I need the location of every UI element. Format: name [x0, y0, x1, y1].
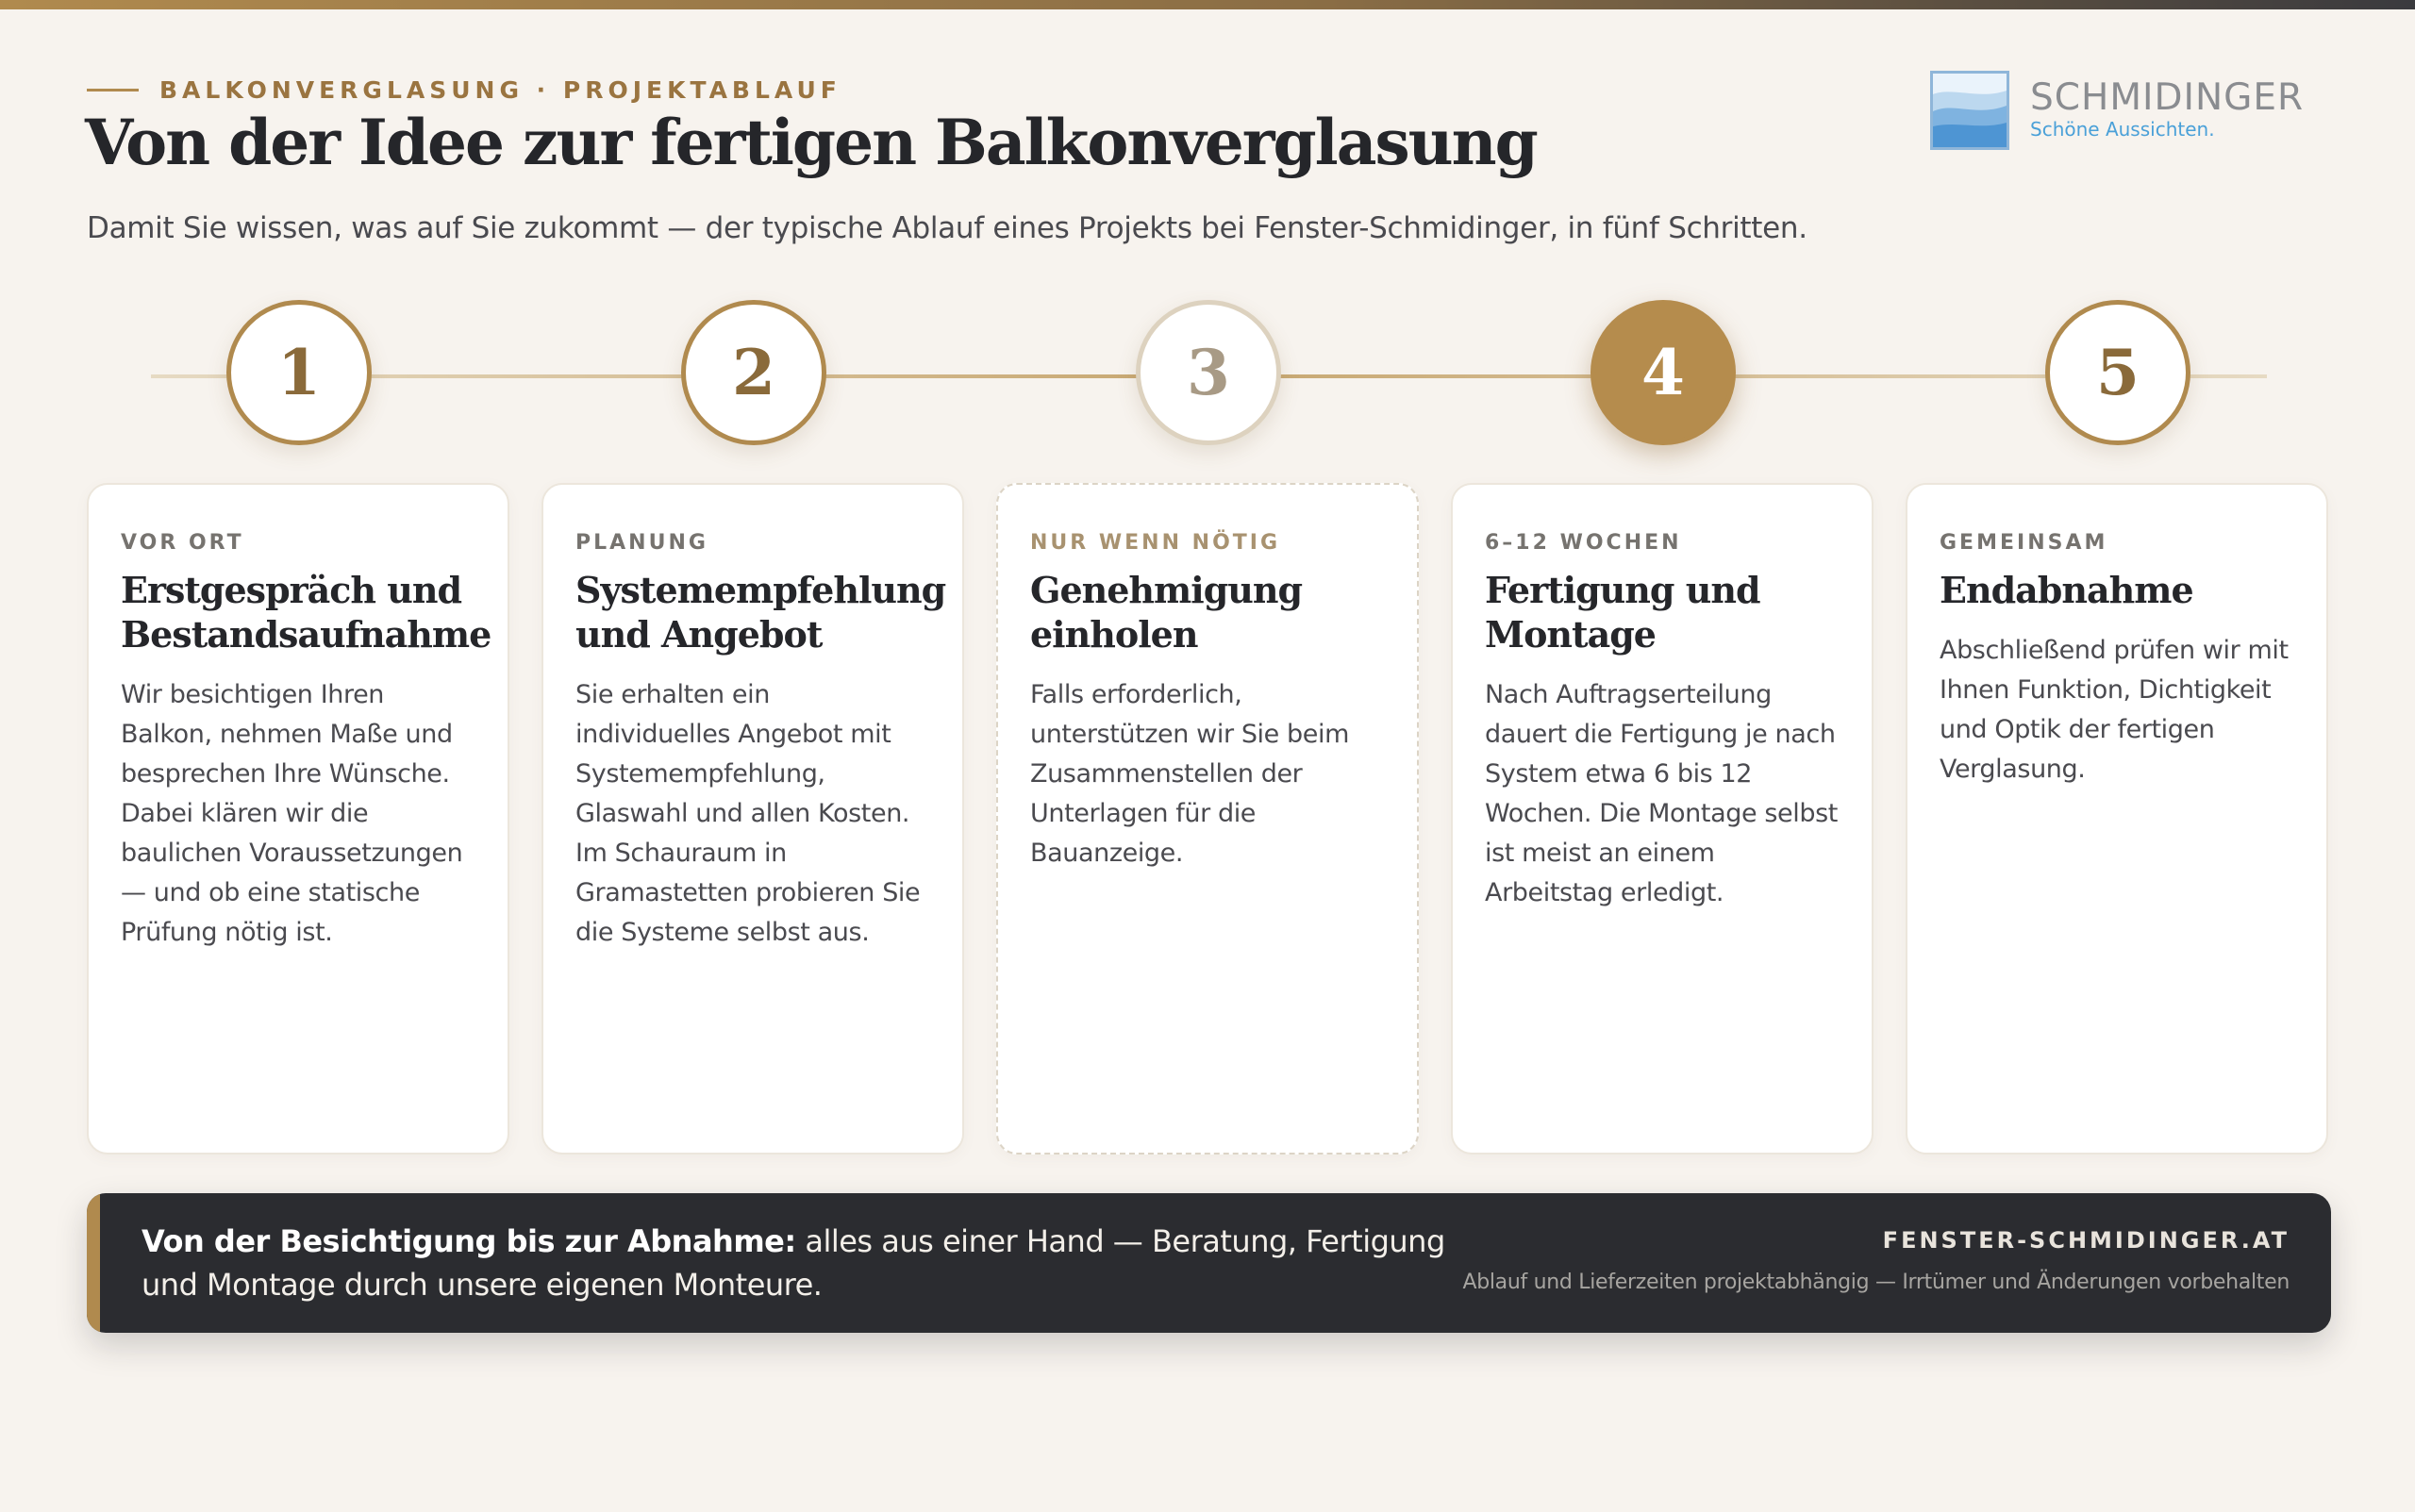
- window-view-icon: [1930, 71, 2009, 150]
- step-description: Falls erforderlich, unterstützen wir Sie beim Zusammenstellen der Unterlagen für die Bauanzeige.: [1030, 680, 1350, 868]
- step-card-1: [87, 483, 509, 1155]
- footer-lead: [142, 1220, 1481, 1306]
- footer-lead-text: alles aus einer Hand — Beratung, Fertigung und Montage durch unsere eigenen Monteure.: [142, 1223, 1445, 1303]
- step-title: Erstgespräch und Bestandsaufnahme: [121, 569, 491, 656]
- page-title: Von der Idee zur fertigen Balkonverglasung: [85, 106, 1537, 179]
- step-kicker: 6–12 WOCHEN: [1485, 531, 1682, 555]
- footer-lead-strong: Von der Besichtigung bis zur Abnahme:: [142, 1223, 796, 1259]
- eyebrow-rule: [87, 89, 139, 91]
- step-title: Fertigung und Montage: [1485, 569, 1760, 656]
- step-number: 4: [1641, 336, 1685, 409]
- step-kicker: NUR WENN NÖTIG: [1030, 531, 1281, 555]
- step-number: 5: [2096, 336, 2140, 409]
- step-circle-3[interactable]: [1136, 300, 1281, 445]
- step-description: Sie erhalten ein individuelles Angebot mit Systemempfehlung, Glaswahl und allen Kosten. Im Schauraum in Gramastetten probieren Sie die Systeme selbst aus.: [575, 680, 921, 947]
- top-accent-bar: [0, 0, 2415, 9]
- step-title: Endabnahme: [1940, 569, 2193, 611]
- step-number: 2: [732, 336, 775, 409]
- step-kicker: GEMEINSAM: [1940, 531, 2108, 555]
- brand-logo[interactable]: [1930, 71, 2304, 150]
- footer-disclaimer: Ablauf und Lieferzeiten projektabhängig — Irrtümer und Änderungen vorbehalten: [1462, 1271, 2290, 1294]
- step-circle-5[interactable]: [2045, 300, 2190, 445]
- eyebrow: [87, 74, 841, 106]
- page-subtitle: Damit Sie wissen, was auf Sie zukommt — der typische Ablauf eines Projekts bei Fenster-Schmidinger, in fünf Schritten.: [87, 211, 1807, 245]
- step-description: Abschließend prüfen wir mit Ihnen Funktion, Dichtigkeit und Optik der fertigen Verglasung.: [1940, 636, 2289, 784]
- footer-banner: [87, 1193, 2331, 1333]
- step-card-5: [1906, 483, 2328, 1155]
- step-number: 1: [277, 336, 321, 409]
- step-kicker: VOR ORT: [121, 531, 244, 555]
- step-title: Systemempfehlung und Angebot: [575, 569, 946, 656]
- step-title: Genehmigung einholen: [1030, 569, 1303, 656]
- step-number: 3: [1187, 336, 1230, 409]
- brand-name: SCHMIDINGER: [2030, 76, 2305, 119]
- website-link[interactable]: FENSTER-SCHMIDINGER.AT: [1882, 1227, 2290, 1254]
- step-description: Nach Auftragserteilung dauert die Fertigung je nach System etwa 6 bis 12 Wochen. Die Montage selbst ist meist an einem Arbeitstag erledigt.: [1485, 680, 1838, 907]
- brand-tagline: Schöne Aussichten.: [2030, 118, 2215, 141]
- eyebrow-text: BALKONVERGLASUNG · PROJEKTABLAUF: [159, 75, 841, 104]
- step-card-3: [996, 483, 1419, 1155]
- step-card-2: [541, 483, 964, 1155]
- step-kicker: PLANUNG: [575, 531, 708, 555]
- step-circle-4[interactable]: [1591, 300, 1736, 445]
- step-circle-1[interactable]: [226, 300, 372, 445]
- step-description: Wir besichtigen Ihren Balkon, nehmen Maße und besprechen Ihre Wünsche. Dabei klären wir die baulichen Voraussetzungen — und ob eine statische Prüfung nötig ist.: [121, 680, 463, 947]
- footer-accent: [87, 1193, 100, 1333]
- step-circle-2[interactable]: [681, 300, 826, 445]
- step-card-4: [1451, 483, 1874, 1155]
